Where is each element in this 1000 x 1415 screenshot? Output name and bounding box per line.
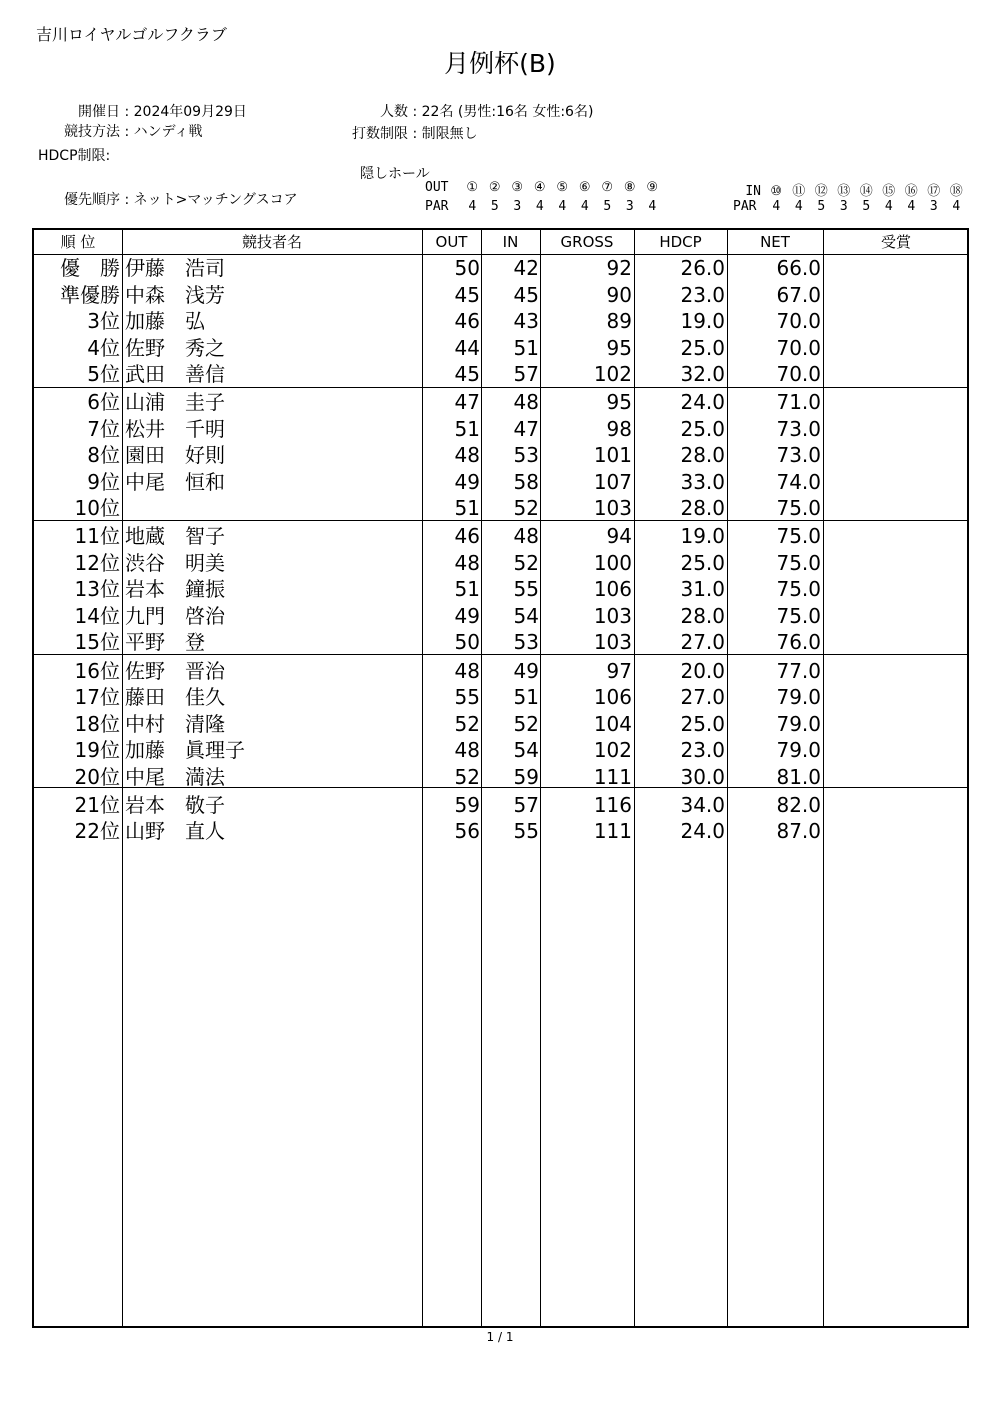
cell-net: 77.0	[776, 658, 821, 683]
cell-out: 46	[454, 524, 480, 549]
hole-number: ⑥	[578, 180, 591, 195]
header-hdcp: HDCP	[659, 233, 702, 251]
cell-net: 73.0	[776, 416, 821, 441]
cell-rank: 準優勝	[60, 282, 120, 307]
cell-in: 49	[513, 658, 539, 683]
cell-hdcp: 25.0	[680, 550, 725, 575]
par-value: 4	[907, 199, 916, 214]
table-row	[34, 469, 967, 496]
hole-number: ③	[511, 180, 524, 195]
par-value: 4	[952, 199, 961, 214]
colon: :	[124, 192, 130, 208]
cell-rank: 5位	[87, 362, 120, 386]
cell-name: 中村 清隆	[125, 711, 225, 736]
hole-number: ④	[533, 180, 546, 195]
cell-net: 66.0	[776, 256, 821, 280]
in-label: IN	[745, 184, 761, 199]
cell-name: 山浦 圭子	[125, 390, 225, 415]
table-row	[34, 737, 967, 764]
cell-hdcp: 33.0	[680, 469, 725, 494]
cell-rank: 6位	[87, 390, 120, 415]
limit-value: 制限無し	[421, 126, 478, 142]
cell-gross: 104	[593, 711, 632, 736]
cell-rank: 19位	[74, 738, 120, 763]
hole-number: ⑮	[882, 184, 896, 199]
cell-name: 園田 好則	[125, 443, 225, 468]
date-label: 開催日	[78, 104, 120, 120]
cell-net: 74.0	[776, 469, 821, 494]
hole-number: ②	[488, 180, 501, 195]
cell-gross: 100	[593, 550, 632, 575]
cell-in: 51	[513, 335, 539, 360]
cell-out: 50	[454, 630, 480, 655]
cell-in: 42	[513, 256, 539, 280]
cell-rank: 17位	[74, 685, 120, 710]
par-value: 4	[468, 199, 477, 214]
cell-hdcp: 32.0	[680, 362, 725, 386]
cell-rank: 15位	[74, 630, 120, 655]
cell-name: 地蔵 智子	[125, 524, 225, 549]
meta-limit	[320, 123, 478, 143]
hole-number: ⑤	[556, 180, 569, 195]
table-row	[34, 389, 967, 416]
par-value: 5	[817, 199, 826, 214]
cell-rank: 3位	[87, 309, 120, 333]
cell-rank: 7位	[87, 416, 120, 441]
cell-out: 49	[454, 603, 480, 628]
cell-gross: 92	[606, 256, 632, 280]
cell-net: 75.0	[776, 524, 821, 549]
cell-rank: 16位	[74, 658, 120, 683]
cell-net: 75.0	[776, 577, 821, 602]
cell-name: 加藤 弘	[125, 309, 205, 333]
cell-hdcp: 28.0	[680, 443, 725, 468]
cell-net: 82.0	[776, 792, 821, 817]
cell-in: 45	[513, 282, 539, 307]
cell-name: 山野 直人	[125, 819, 225, 844]
hole-number: ⑨	[646, 180, 659, 195]
table-row	[34, 442, 967, 469]
cell-rank: 13位	[74, 577, 120, 602]
header-name: 競技者名	[241, 233, 302, 251]
cell-hdcp: 28.0	[680, 603, 725, 628]
cell-in: 54	[513, 738, 539, 763]
header-rank: 順 位	[60, 233, 96, 251]
cell-hdcp: 25.0	[680, 335, 725, 360]
cell-name: 中尾 満法	[125, 764, 225, 789]
par-value: 4	[580, 199, 589, 214]
par-label: PAR	[733, 199, 757, 214]
page-title: 月例杯(B)	[444, 49, 556, 78]
hole-number: ⑫	[814, 184, 828, 199]
cell-out: 51	[454, 416, 480, 441]
cell-hdcp: 23.0	[680, 738, 725, 763]
colon: :	[124, 124, 130, 140]
cell-hdcp: 24.0	[680, 390, 725, 415]
table-row	[34, 576, 967, 603]
cell-out: 56	[454, 819, 480, 844]
table-row	[34, 764, 967, 791]
cell-gross: 102	[593, 362, 632, 386]
cell-net: 81.0	[776, 764, 821, 789]
cell-out: 45	[454, 362, 480, 386]
par-value: 4	[558, 199, 567, 214]
cell-name: 松井 千明	[125, 416, 225, 441]
cell-out: 52	[454, 764, 480, 789]
cell-name: 佐野 秀之	[125, 335, 225, 360]
cell-hdcp: 30.0	[680, 764, 725, 789]
cell-rank: 11位	[74, 524, 120, 549]
par-value: 3	[839, 199, 848, 214]
cell-rank: 9位	[87, 469, 120, 494]
cell-rank: 14位	[74, 603, 120, 628]
cell-gross: 102	[593, 738, 632, 763]
meta-method	[40, 121, 203, 141]
cell-gross: 95	[606, 335, 632, 360]
club-name: 吉川ロイヤルゴルフクラブ	[36, 25, 227, 44]
priority-label: 優先順序	[64, 192, 120, 208]
cell-gross: 103	[593, 603, 632, 628]
priority-value: ネット>マッチングスコア	[133, 192, 298, 208]
cell-net: 79.0	[776, 738, 821, 763]
cell-gross: 103	[593, 630, 632, 655]
cell-out: 48	[454, 658, 480, 683]
par-value: 4	[772, 199, 781, 214]
cell-name: 中森 浅芳	[125, 282, 225, 307]
meta-date	[40, 101, 247, 121]
results-table	[32, 228, 969, 1328]
table-row	[34, 255, 967, 282]
cell-hdcp: 27.0	[680, 685, 725, 710]
cell-in: 59	[513, 764, 539, 789]
hole-number: ⑰	[927, 184, 941, 199]
cell-net: 76.0	[776, 630, 821, 655]
colon: :	[412, 126, 418, 142]
par-value: 4	[884, 199, 893, 214]
cell-in: 43	[513, 309, 539, 333]
cell-net: 70.0	[776, 362, 821, 386]
cell-hdcp: 26.0	[680, 256, 725, 280]
cell-out: 51	[454, 577, 480, 602]
cell-net: 70.0	[776, 335, 821, 360]
cell-gross: 95	[606, 390, 632, 415]
cell-rank: 18位	[74, 711, 120, 736]
cell-out: 59	[454, 792, 480, 817]
cell-in: 52	[513, 496, 539, 521]
cell-out: 46	[454, 309, 480, 333]
cell-out: 52	[454, 711, 480, 736]
cell-name: 渋谷 明美	[125, 550, 225, 575]
hole-number: ⑱	[949, 184, 963, 199]
cell-rank: 8位	[87, 443, 120, 468]
par-value: 4	[794, 199, 803, 214]
cell-name: 平野 登	[125, 630, 205, 655]
cell-out: 44	[454, 335, 480, 360]
table-row	[34, 282, 967, 309]
hole-number: ⑪	[792, 184, 806, 199]
cell-gross: 103	[593, 496, 632, 521]
table-row	[34, 658, 967, 685]
cell-in: 55	[513, 577, 539, 602]
hole-number: ⑬	[837, 184, 851, 199]
cell-net: 70.0	[776, 309, 821, 333]
hole-number: ⑦	[601, 180, 614, 195]
cell-name: 中尾 恒和	[125, 469, 225, 494]
limit-label: 打数制限	[352, 126, 408, 142]
cell-in: 52	[513, 550, 539, 575]
cell-rank: 21位	[74, 792, 120, 817]
cell-in: 53	[513, 443, 539, 468]
date-value: 2024年09月29日	[133, 104, 247, 120]
cell-in: 48	[513, 524, 539, 549]
cell-net: 73.0	[776, 443, 821, 468]
cell-gross: 89	[606, 309, 632, 333]
cell-rank: 10位	[74, 496, 120, 521]
cell-out: 47	[454, 390, 480, 415]
cell-hdcp: 34.0	[680, 792, 725, 817]
table-row	[34, 361, 967, 388]
cell-in: 54	[513, 603, 539, 628]
colon: :	[124, 104, 130, 120]
cell-net: 75.0	[776, 496, 821, 521]
cell-rank: 20位	[74, 764, 120, 789]
cell-out: 51	[454, 496, 480, 521]
hdcp-limit-label: HDCP制限:	[38, 148, 111, 164]
par-value: 5	[603, 199, 612, 214]
cell-net: 67.0	[776, 282, 821, 307]
cell-rank: 優 勝	[60, 256, 120, 280]
hidden-holes-label: 隠しホール	[360, 166, 430, 182]
cell-out: 48	[454, 550, 480, 575]
cell-out: 50	[454, 256, 480, 280]
table-row	[34, 416, 967, 443]
cell-net: 75.0	[776, 550, 821, 575]
header-gross: GROSS	[560, 233, 614, 251]
cell-name: 藤田 佳久	[125, 685, 225, 710]
cell-net: 87.0	[776, 819, 821, 844]
out-par-row	[425, 199, 664, 214]
cell-out: 48	[454, 443, 480, 468]
cell-out: 48	[454, 738, 480, 763]
cell-name: 九門 啓治	[125, 603, 225, 628]
cell-gross: 111	[593, 764, 632, 789]
meta-players	[330, 101, 593, 121]
table-row	[34, 523, 967, 550]
cell-rank: 12位	[74, 550, 120, 575]
cell-name: 佐野 晋治	[125, 658, 225, 683]
cell-hdcp: 19.0	[680, 524, 725, 549]
cell-net: 79.0	[776, 711, 821, 736]
table-row	[34, 711, 967, 738]
players-value: 22名 (男性:16名 女性:6名)	[421, 104, 594, 120]
cell-gross: 106	[593, 577, 632, 602]
cell-name: 伊藤 浩司	[125, 256, 225, 280]
table-row	[34, 308, 967, 335]
cell-gross: 107	[593, 469, 632, 494]
cell-in: 47	[513, 416, 539, 441]
page-number: 1 / 1	[486, 1330, 514, 1344]
header-award: 受賞	[880, 233, 911, 251]
cell-gross: 116	[593, 792, 632, 817]
table-row	[34, 335, 967, 362]
par-value: 4	[648, 199, 657, 214]
cell-in: 48	[513, 390, 539, 415]
table-row	[34, 684, 967, 711]
cell-net: 75.0	[776, 603, 821, 628]
table-row	[34, 792, 967, 819]
cell-hdcp: 31.0	[680, 577, 725, 602]
cell-hdcp: 20.0	[680, 658, 725, 683]
meta-priority	[40, 189, 298, 209]
method-label: 競技方法	[64, 124, 120, 140]
cell-in: 57	[513, 362, 539, 386]
table-row	[34, 603, 967, 630]
cell-hdcp: 19.0	[680, 309, 725, 333]
cell-gross: 90	[606, 282, 632, 307]
par-value: 5	[490, 199, 499, 214]
in-holes-row	[733, 180, 968, 199]
hole-number: ⑧	[623, 180, 636, 195]
cell-rank: 22位	[74, 819, 120, 844]
hole-number: ①	[466, 180, 479, 195]
out-holes-row	[425, 180, 664, 195]
cell-in: 52	[513, 711, 539, 736]
cell-name: 武田 善信	[125, 362, 225, 386]
cell-net: 79.0	[776, 685, 821, 710]
cell-hdcp: 28.0	[680, 496, 725, 521]
header-out: OUT	[435, 233, 468, 251]
header-in: IN	[502, 233, 519, 251]
cell-hdcp: 25.0	[680, 711, 725, 736]
cell-gross: 94	[606, 524, 632, 549]
cell-hdcp: 27.0	[680, 630, 725, 655]
cell-gross: 97	[606, 658, 632, 683]
cell-in: 53	[513, 630, 539, 655]
table-row	[34, 550, 967, 577]
par-value: 4	[535, 199, 544, 214]
table-row	[34, 495, 967, 522]
par-value: 3	[625, 199, 634, 214]
header-net: NET	[760, 233, 790, 251]
colon: :	[412, 104, 418, 120]
cell-out: 55	[454, 685, 480, 710]
cell-hdcp: 23.0	[680, 282, 725, 307]
cell-name: 岩本 鐘振	[125, 577, 225, 602]
cell-gross: 98	[606, 416, 632, 441]
hole-number: ⑭	[859, 184, 873, 199]
cell-name: 岩本 敬子	[125, 792, 225, 817]
in-par-row	[733, 199, 968, 214]
par-label: PAR	[425, 199, 449, 214]
table-row	[34, 818, 967, 845]
cell-out: 49	[454, 469, 480, 494]
cell-hdcp: 25.0	[680, 416, 725, 441]
out-label: OUT	[425, 180, 449, 195]
cell-name: 加藤 眞理子	[125, 738, 245, 763]
cell-gross: 101	[593, 443, 632, 468]
hole-number: ⑯	[904, 184, 918, 199]
cell-in: 58	[513, 469, 539, 494]
cell-gross: 106	[593, 685, 632, 710]
cell-gross: 111	[593, 819, 632, 844]
players-label: 人数	[380, 104, 408, 120]
par-value: 5	[862, 199, 871, 214]
cell-hdcp: 24.0	[680, 819, 725, 844]
hole-number: ⑩	[770, 184, 783, 199]
cell-rank: 4位	[87, 335, 120, 360]
cell-in: 57	[513, 792, 539, 817]
par-value: 3	[513, 199, 522, 214]
table-row	[34, 629, 967, 656]
cell-out: 45	[454, 282, 480, 307]
par-value: 3	[929, 199, 938, 214]
cell-in: 51	[513, 685, 539, 710]
cell-net: 71.0	[776, 390, 821, 415]
method-value: ハンディ戦	[133, 124, 203, 140]
cell-in: 55	[513, 819, 539, 844]
